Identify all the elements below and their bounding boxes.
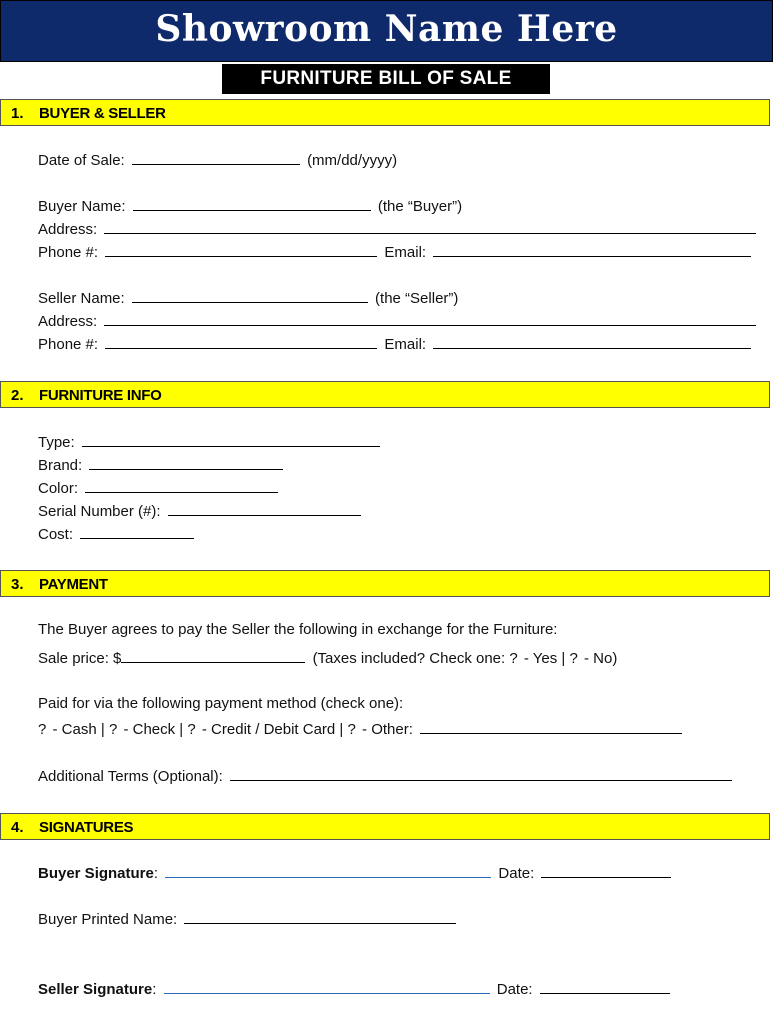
buyer-address-label: Address: [38,221,98,238]
seller-address-label: Address: [38,313,98,330]
check-label: - Check | [123,721,184,738]
card-label: - Credit / Debit Card | [201,721,344,738]
buyer-address-field[interactable] [104,218,756,234]
seller-address-field[interactable] [104,310,756,326]
seller-phone-label: Phone #: [38,336,99,353]
section-number: 1. [11,105,24,122]
additional-terms-field[interactable] [230,765,732,781]
buyer-printed-name-field[interactable] [184,908,456,924]
section-title: PAYMENT [39,576,108,593]
buyer-signature-row [38,862,674,882]
seller-signature-date-label: Date: [496,981,533,998]
seller-signature-date-field[interactable] [540,978,670,994]
buyer-address-row [38,218,759,238]
section-furniture-info [0,381,770,408]
sale-price-label: Sale price: $ [38,650,122,667]
payment-method-row [38,718,685,738]
buyer-phone-label: Phone #: [38,244,99,261]
buyer-contact-row [38,241,754,261]
seller-signature-colon: : [152,981,157,998]
seller-contact-row [38,333,754,353]
buyer-suffix: (the “Buyer”) [377,198,463,215]
section-buyer-seller [0,99,770,126]
buyer-name-label: Buyer Name: [38,198,126,215]
buyer-printed-name-label: Buyer Printed Name: [38,911,178,928]
serial-label: Serial Number (#): [38,503,161,520]
section-number: 3. [11,576,24,593]
sale-price-field[interactable] [121,647,305,663]
other-checkbox[interactable]: ? [347,721,356,738]
type-row [38,431,383,451]
color-label: Color: [38,480,79,497]
seller-email-label: Email: [384,336,427,353]
date-of-sale-row [38,149,397,169]
section-number: 4. [11,819,24,836]
color-field[interactable] [85,477,278,493]
taxes-no-checkbox[interactable]: ? [569,650,578,667]
buyer-email-label: Email: [384,244,427,261]
additional-terms-row [38,765,735,785]
taxes-yes-label: - Yes | [523,650,566,667]
seller-phone-field[interactable] [105,333,377,349]
seller-name-row [38,287,458,307]
cash-checkbox[interactable]: ? [38,721,47,738]
buyer-signature-colon: : [153,865,159,882]
serial-row [38,500,364,520]
other-label: - Other: [362,721,413,738]
date-of-sale-label: Date of Sale: [38,152,125,169]
type-field[interactable] [82,431,380,447]
payment-intro: The Buyer agrees to pay the Seller the following in exchange for the Furniture: [38,621,558,638]
buyer-signature-date-label: Date: [498,865,535,882]
brand-label: Brand: [38,457,83,474]
showroom-name-header: Showroom Name Here [0,0,773,62]
section-title: FURNITURE INFO [39,387,162,404]
section-number: 2. [11,387,24,404]
seller-email-field[interactable] [433,333,751,349]
card-checkbox[interactable]: ? [187,721,196,738]
taxes-no-label: - No) [584,650,618,667]
cost-field[interactable] [80,523,194,539]
buyer-email-field[interactable] [433,241,751,257]
other-method-field[interactable] [420,718,682,734]
seller-name-label: Seller Name: [38,290,125,307]
seller-address-row [38,310,759,330]
payment-method-prompt: Paid for via the following payment method (check one): [38,695,404,712]
brand-field[interactable] [89,454,283,470]
date-of-sale-field[interactable] [132,149,300,165]
seller-signature-field[interactable] [164,978,490,994]
buyer-name-field[interactable] [133,195,371,211]
sale-price-row [38,647,617,667]
cost-row [38,523,197,543]
buyer-name-row [38,195,462,215]
taxes-question: (Taxes included? Check one: [312,650,506,667]
seller-signature-row [38,978,673,998]
buyer-signature-field[interactable] [165,862,491,878]
additional-terms-label: Additional Terms (Optional): [38,768,223,785]
seller-name-field[interactable] [132,287,368,303]
buyer-printed-name-row [38,908,459,928]
color-row [38,477,281,497]
type-label: Type: [38,434,75,451]
cost-label: Cost: [38,526,74,543]
section-title: SIGNATURES [39,819,134,836]
date-format-hint: (mm/dd/yyyy) [307,152,398,169]
section-signatures [0,813,770,840]
cash-label: - Cash | [52,721,105,738]
buyer-signature-date-field[interactable] [541,862,671,878]
section-title: BUYER & SELLER [39,105,166,122]
taxes-yes-checkbox[interactable]: ? [509,650,518,667]
buyer-phone-field[interactable] [105,241,377,257]
document-title: FURNITURE BILL OF SALE [222,64,550,94]
serial-field[interactable] [168,500,361,516]
section-payment [0,570,770,597]
seller-suffix: (the “Seller”) [375,290,459,307]
buyer-signature-label: Buyer Signature [38,865,154,882]
brand-row [38,454,286,474]
check-checkbox[interactable]: ? [108,721,118,738]
seller-signature-label: Seller Signature [38,981,153,998]
